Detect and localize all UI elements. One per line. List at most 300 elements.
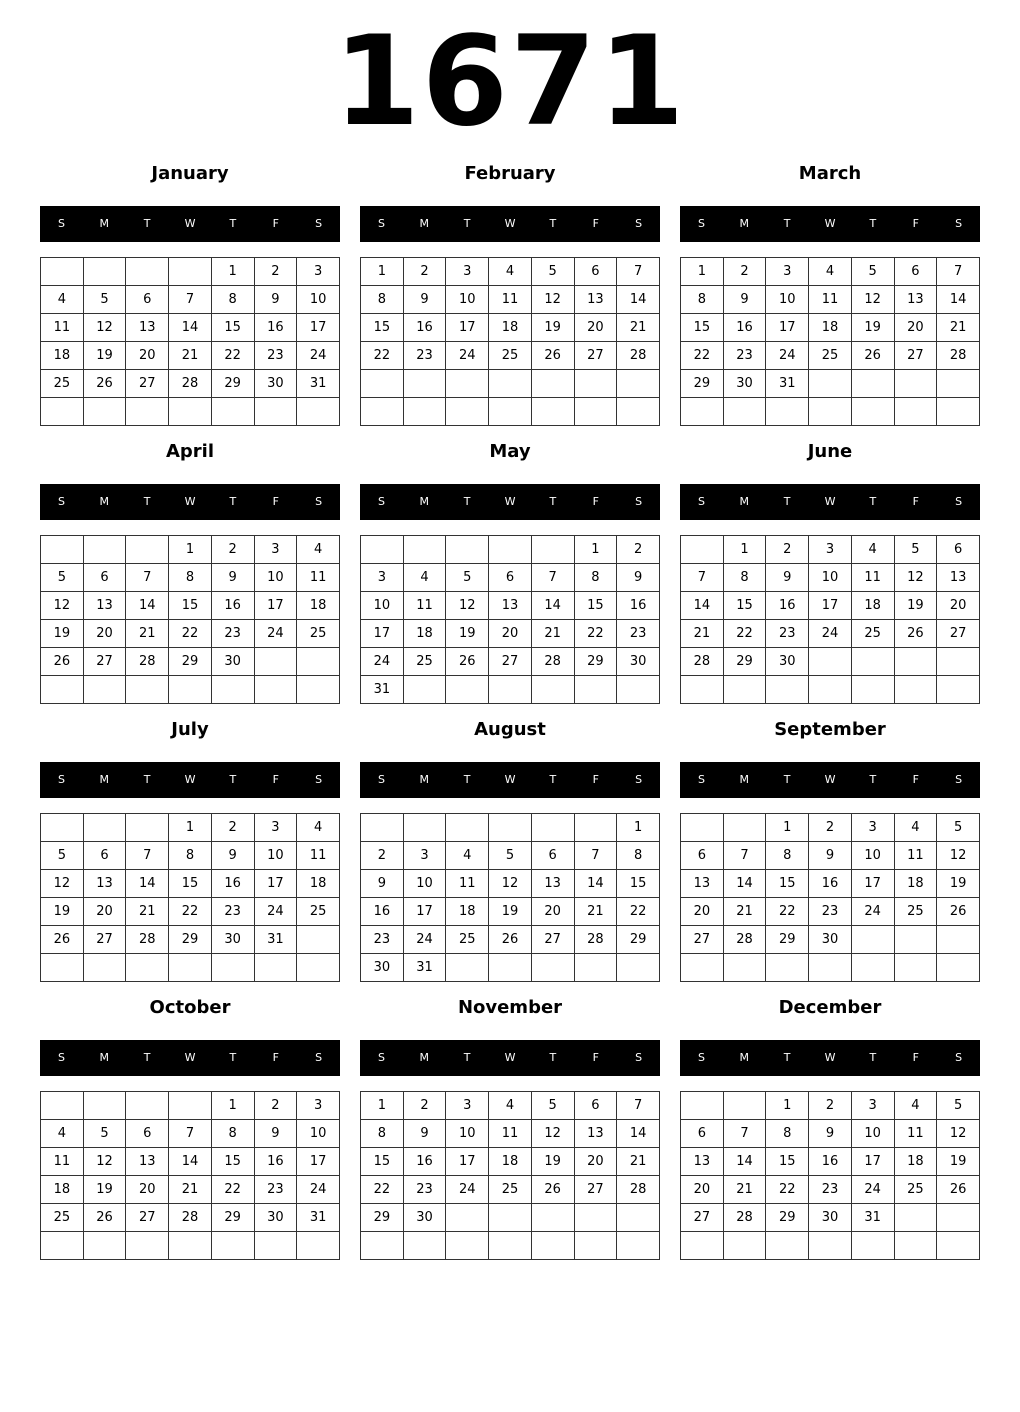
weekday-label: W [504, 495, 516, 508]
day-cell: 14 [937, 286, 980, 314]
day-cell: 28 [126, 648, 169, 676]
day-cell: 11 [851, 564, 894, 592]
day-cell: 21 [723, 898, 766, 926]
week-row [681, 648, 980, 676]
day-cell [937, 676, 980, 704]
weekday-label: F [272, 773, 279, 786]
week-row [361, 1148, 660, 1176]
day-cell [403, 536, 446, 564]
day-cell [83, 1232, 126, 1260]
day-cell: 5 [41, 842, 84, 870]
day-cell: 22 [574, 620, 617, 648]
day-cell [766, 676, 809, 704]
day-cell [297, 648, 340, 676]
day-cell: 29 [766, 926, 809, 954]
day-cell [41, 954, 84, 982]
day-cell: 29 [766, 1204, 809, 1232]
weekday-label: S [635, 773, 643, 786]
day-cell [851, 398, 894, 426]
day-cell [83, 398, 126, 426]
day-cell: 20 [681, 1176, 724, 1204]
day-cell: 23 [254, 342, 297, 370]
day-cell: 25 [489, 1176, 532, 1204]
weekday-label: T [229, 773, 237, 786]
week-row [41, 842, 340, 870]
day-cell: 26 [937, 1176, 980, 1204]
weekday-label: S [377, 495, 385, 508]
day-cell: 17 [766, 314, 809, 342]
day-cell: 8 [211, 1120, 254, 1148]
day-cell: 27 [681, 926, 724, 954]
day-cell: 22 [169, 620, 212, 648]
week-row [41, 870, 340, 898]
day-cell [531, 814, 574, 842]
day-cell: 3 [766, 258, 809, 286]
day-cell: 31 [297, 1204, 340, 1232]
day-cell: 23 [723, 342, 766, 370]
day-cell: 7 [126, 842, 169, 870]
day-cell: 20 [83, 898, 126, 926]
day-cell [297, 398, 340, 426]
week-row [41, 620, 340, 648]
day-cell [446, 398, 489, 426]
day-cell [489, 398, 532, 426]
weekday-label: S [57, 773, 65, 786]
day-cell [211, 1232, 254, 1260]
day-cell [169, 1092, 212, 1120]
day-cell: 17 [851, 870, 894, 898]
day-cell [41, 676, 84, 704]
day-cell: 5 [41, 564, 84, 592]
weekday-label: W [824, 773, 836, 786]
week-row [681, 926, 980, 954]
day-cell [403, 398, 446, 426]
day-cell [41, 536, 84, 564]
day-cell [894, 954, 937, 982]
day-cell: 29 [211, 1204, 254, 1232]
day-cell: 5 [531, 258, 574, 286]
week-row [361, 564, 660, 592]
weekday-label: M [739, 1051, 750, 1064]
week-row [681, 370, 980, 398]
month-name: August [474, 719, 546, 740]
day-cell: 7 [681, 564, 724, 592]
day-cell: 22 [766, 1176, 809, 1204]
day-cell: 9 [723, 286, 766, 314]
weekday-label: M [739, 217, 750, 230]
day-cell: 1 [169, 814, 212, 842]
day-cell: 23 [361, 926, 404, 954]
day-cell: 30 [723, 370, 766, 398]
day-cell: 11 [41, 1148, 84, 1176]
day-cell: 15 [169, 870, 212, 898]
weekday-header [680, 484, 980, 520]
day-cell: 7 [531, 564, 574, 592]
day-cell: 11 [403, 592, 446, 620]
day-cell: 9 [211, 842, 254, 870]
day-cell: 3 [446, 1092, 489, 1120]
weekday-label: T [783, 1051, 791, 1064]
day-cell: 28 [617, 1176, 660, 1204]
weekday-label: S [697, 773, 705, 786]
weekday-label: T [463, 495, 471, 508]
weekday-label: T [463, 1051, 471, 1064]
day-cell: 1 [617, 814, 660, 842]
week-row [681, 1232, 980, 1260]
day-cell: 14 [617, 286, 660, 314]
day-cell: 21 [617, 1148, 660, 1176]
day-cell: 11 [489, 1120, 532, 1148]
day-cell: 25 [809, 342, 852, 370]
day-cell: 18 [489, 1148, 532, 1176]
day-cell: 10 [446, 286, 489, 314]
day-cell: 17 [851, 1148, 894, 1176]
day-cell: 24 [297, 1176, 340, 1204]
day-cell [83, 536, 126, 564]
day-cell: 11 [489, 286, 532, 314]
day-cell: 1 [211, 258, 254, 286]
day-cell: 22 [617, 898, 660, 926]
week-row [361, 370, 660, 398]
week-row [681, 1120, 980, 1148]
day-cell: 15 [681, 314, 724, 342]
day-cell: 9 [254, 286, 297, 314]
week-row [41, 898, 340, 926]
weekday-label: F [272, 495, 279, 508]
day-cell [894, 370, 937, 398]
day-cell: 31 [297, 370, 340, 398]
week-row [41, 564, 340, 592]
week-row [681, 676, 980, 704]
day-cell [126, 258, 169, 286]
day-cell: 28 [531, 648, 574, 676]
day-cell: 11 [446, 870, 489, 898]
day-cell: 4 [851, 536, 894, 564]
day-cell: 27 [681, 1204, 724, 1232]
day-cell [937, 1232, 980, 1260]
week-row [681, 1148, 980, 1176]
day-cell [531, 1204, 574, 1232]
day-cell: 5 [851, 258, 894, 286]
day-cell: 28 [937, 342, 980, 370]
day-cell: 26 [894, 620, 937, 648]
week-row [41, 676, 340, 704]
weekday-label: S [315, 217, 323, 230]
week-row [681, 592, 980, 620]
day-cell [894, 676, 937, 704]
day-cell: 7 [617, 258, 660, 286]
day-cell: 7 [169, 286, 212, 314]
day-cell: 27 [531, 926, 574, 954]
weekday-label: S [57, 1051, 65, 1064]
weekday-label: T [783, 495, 791, 508]
day-cell: 15 [766, 1148, 809, 1176]
day-cell: 9 [617, 564, 660, 592]
day-cell: 2 [211, 536, 254, 564]
day-cell: 1 [766, 814, 809, 842]
day-grid [680, 1091, 980, 1260]
day-cell [723, 954, 766, 982]
day-cell [531, 536, 574, 564]
day-cell: 6 [531, 842, 574, 870]
week-row [681, 564, 980, 592]
day-cell [937, 370, 980, 398]
day-cell [851, 926, 894, 954]
day-cell: 17 [446, 314, 489, 342]
day-cell: 19 [83, 1176, 126, 1204]
day-cell: 14 [169, 1148, 212, 1176]
day-cell: 27 [126, 1204, 169, 1232]
weekday-label: S [377, 217, 385, 230]
day-cell: 22 [723, 620, 766, 648]
day-cell: 11 [41, 314, 84, 342]
day-cell: 31 [851, 1204, 894, 1232]
day-cell: 8 [766, 1120, 809, 1148]
day-cell: 5 [937, 1092, 980, 1120]
day-cell: 27 [574, 1176, 617, 1204]
day-cell: 22 [361, 1176, 404, 1204]
day-cell [126, 536, 169, 564]
day-cell: 19 [41, 898, 84, 926]
week-row [361, 1120, 660, 1148]
day-cell: 10 [766, 286, 809, 314]
month-name: June [807, 441, 853, 462]
weekday-label: F [912, 495, 919, 508]
day-cell [254, 398, 297, 426]
day-cell: 2 [254, 1092, 297, 1120]
day-cell: 9 [403, 286, 446, 314]
day-cell [894, 648, 937, 676]
day-cell: 15 [169, 592, 212, 620]
day-cell [297, 926, 340, 954]
day-cell: 5 [489, 842, 532, 870]
month-name: October [149, 997, 231, 1018]
day-cell [297, 676, 340, 704]
day-cell: 13 [894, 286, 937, 314]
day-grid [680, 257, 980, 426]
day-cell: 20 [574, 1148, 617, 1176]
day-cell: 24 [766, 342, 809, 370]
day-cell: 2 [254, 258, 297, 286]
day-cell: 28 [169, 370, 212, 398]
weekday-label: W [824, 495, 836, 508]
day-cell [681, 1232, 724, 1260]
weekday-label: S [955, 495, 963, 508]
day-cell [937, 398, 980, 426]
week-row [681, 954, 980, 982]
day-cell: 10 [851, 842, 894, 870]
day-cell: 15 [574, 592, 617, 620]
day-cell: 19 [83, 342, 126, 370]
week-row [681, 1176, 980, 1204]
day-cell: 23 [403, 342, 446, 370]
day-cell: 22 [361, 342, 404, 370]
day-cell: 13 [83, 870, 126, 898]
day-cell: 26 [446, 648, 489, 676]
day-cell: 14 [723, 1148, 766, 1176]
day-cell: 8 [723, 564, 766, 592]
day-cell [403, 814, 446, 842]
weekday-label: F [912, 1051, 919, 1064]
week-row [361, 592, 660, 620]
weekday-label: M [99, 217, 110, 230]
day-cell [894, 1232, 937, 1260]
weekday-label: T [549, 1051, 557, 1064]
weekday-header [360, 484, 660, 520]
day-cell: 26 [489, 926, 532, 954]
day-cell: 17 [809, 592, 852, 620]
day-cell: 13 [489, 592, 532, 620]
day-cell: 9 [361, 870, 404, 898]
day-cell: 28 [617, 342, 660, 370]
day-cell: 12 [41, 870, 84, 898]
day-cell: 24 [809, 620, 852, 648]
weekday-label: S [57, 217, 65, 230]
day-cell: 4 [894, 1092, 937, 1120]
day-cell [617, 398, 660, 426]
day-cell: 21 [617, 314, 660, 342]
day-cell: 30 [211, 926, 254, 954]
day-cell: 18 [41, 342, 84, 370]
day-cell [41, 1092, 84, 1120]
weekday-label: S [377, 773, 385, 786]
day-cell: 20 [83, 620, 126, 648]
day-cell [574, 370, 617, 398]
day-cell [574, 954, 617, 982]
day-cell [617, 370, 660, 398]
day-cell: 28 [723, 1204, 766, 1232]
weekday-label: M [99, 495, 110, 508]
day-cell: 31 [254, 926, 297, 954]
weekday-label: T [143, 495, 151, 508]
month-name: July [171, 719, 209, 740]
week-row [41, 926, 340, 954]
day-cell [766, 954, 809, 982]
day-cell [851, 648, 894, 676]
week-row [361, 286, 660, 314]
day-cell: 9 [766, 564, 809, 592]
day-cell [361, 370, 404, 398]
weekday-label: T [549, 495, 557, 508]
week-row [41, 814, 340, 842]
week-row [41, 314, 340, 342]
day-cell: 20 [681, 898, 724, 926]
day-cell: 8 [211, 286, 254, 314]
week-row [41, 1120, 340, 1148]
day-cell: 20 [574, 314, 617, 342]
day-cell [446, 814, 489, 842]
weekday-label: M [99, 773, 110, 786]
day-cell [617, 954, 660, 982]
day-grid [360, 257, 660, 426]
weekday-header [40, 1040, 340, 1076]
day-cell: 4 [489, 1092, 532, 1120]
day-cell [169, 1232, 212, 1260]
day-cell: 26 [851, 342, 894, 370]
day-cell: 18 [403, 620, 446, 648]
day-cell: 25 [446, 926, 489, 954]
day-cell: 18 [489, 314, 532, 342]
month-name: December [778, 997, 882, 1018]
weekday-label: W [824, 1051, 836, 1064]
day-cell [361, 814, 404, 842]
week-row [41, 342, 340, 370]
day-cell: 3 [446, 258, 489, 286]
day-cell: 8 [574, 564, 617, 592]
weekday-header [360, 762, 660, 798]
day-cell [254, 676, 297, 704]
day-cell: 31 [766, 370, 809, 398]
day-cell: 21 [169, 342, 212, 370]
day-cell: 31 [361, 676, 404, 704]
day-cell: 19 [531, 314, 574, 342]
day-cell [531, 398, 574, 426]
weekday-label: S [315, 1051, 323, 1064]
day-cell: 27 [83, 648, 126, 676]
day-cell: 11 [809, 286, 852, 314]
day-cell [83, 954, 126, 982]
weekday-label: F [592, 217, 599, 230]
week-row [361, 398, 660, 426]
weekday-header [680, 762, 980, 798]
weekday-header [360, 206, 660, 242]
day-cell [809, 370, 852, 398]
day-cell: 2 [723, 258, 766, 286]
weekday-label: T [549, 773, 557, 786]
day-cell: 22 [681, 342, 724, 370]
weekday-label: M [419, 217, 430, 230]
day-cell: 22 [211, 1176, 254, 1204]
day-cell [83, 1092, 126, 1120]
day-cell [937, 926, 980, 954]
day-cell [83, 676, 126, 704]
day-cell: 20 [126, 342, 169, 370]
day-cell: 15 [211, 314, 254, 342]
weekday-label: W [184, 773, 196, 786]
day-cell: 25 [41, 1204, 84, 1232]
day-cell: 30 [361, 954, 404, 982]
day-cell: 5 [531, 1092, 574, 1120]
day-cell: 25 [297, 898, 340, 926]
day-cell: 8 [617, 842, 660, 870]
weekday-label: T [783, 773, 791, 786]
day-cell: 14 [681, 592, 724, 620]
day-cell: 26 [531, 1176, 574, 1204]
day-cell [297, 954, 340, 982]
weekday-label: M [419, 1051, 430, 1064]
day-cell: 26 [531, 342, 574, 370]
day-cell: 14 [574, 870, 617, 898]
day-cell [681, 814, 724, 842]
day-cell [489, 536, 532, 564]
day-cell [894, 1204, 937, 1232]
day-cell [254, 1232, 297, 1260]
day-cell [126, 954, 169, 982]
day-cell: 21 [681, 620, 724, 648]
day-cell: 16 [361, 898, 404, 926]
day-cell: 2 [809, 814, 852, 842]
day-cell: 8 [169, 564, 212, 592]
day-cell: 13 [937, 564, 980, 592]
day-cell: 22 [169, 898, 212, 926]
week-row [361, 954, 660, 982]
day-grid [360, 535, 660, 704]
day-cell: 2 [809, 1092, 852, 1120]
day-cell: 6 [574, 1092, 617, 1120]
day-cell: 5 [446, 564, 489, 592]
day-cell [211, 676, 254, 704]
day-cell [937, 648, 980, 676]
